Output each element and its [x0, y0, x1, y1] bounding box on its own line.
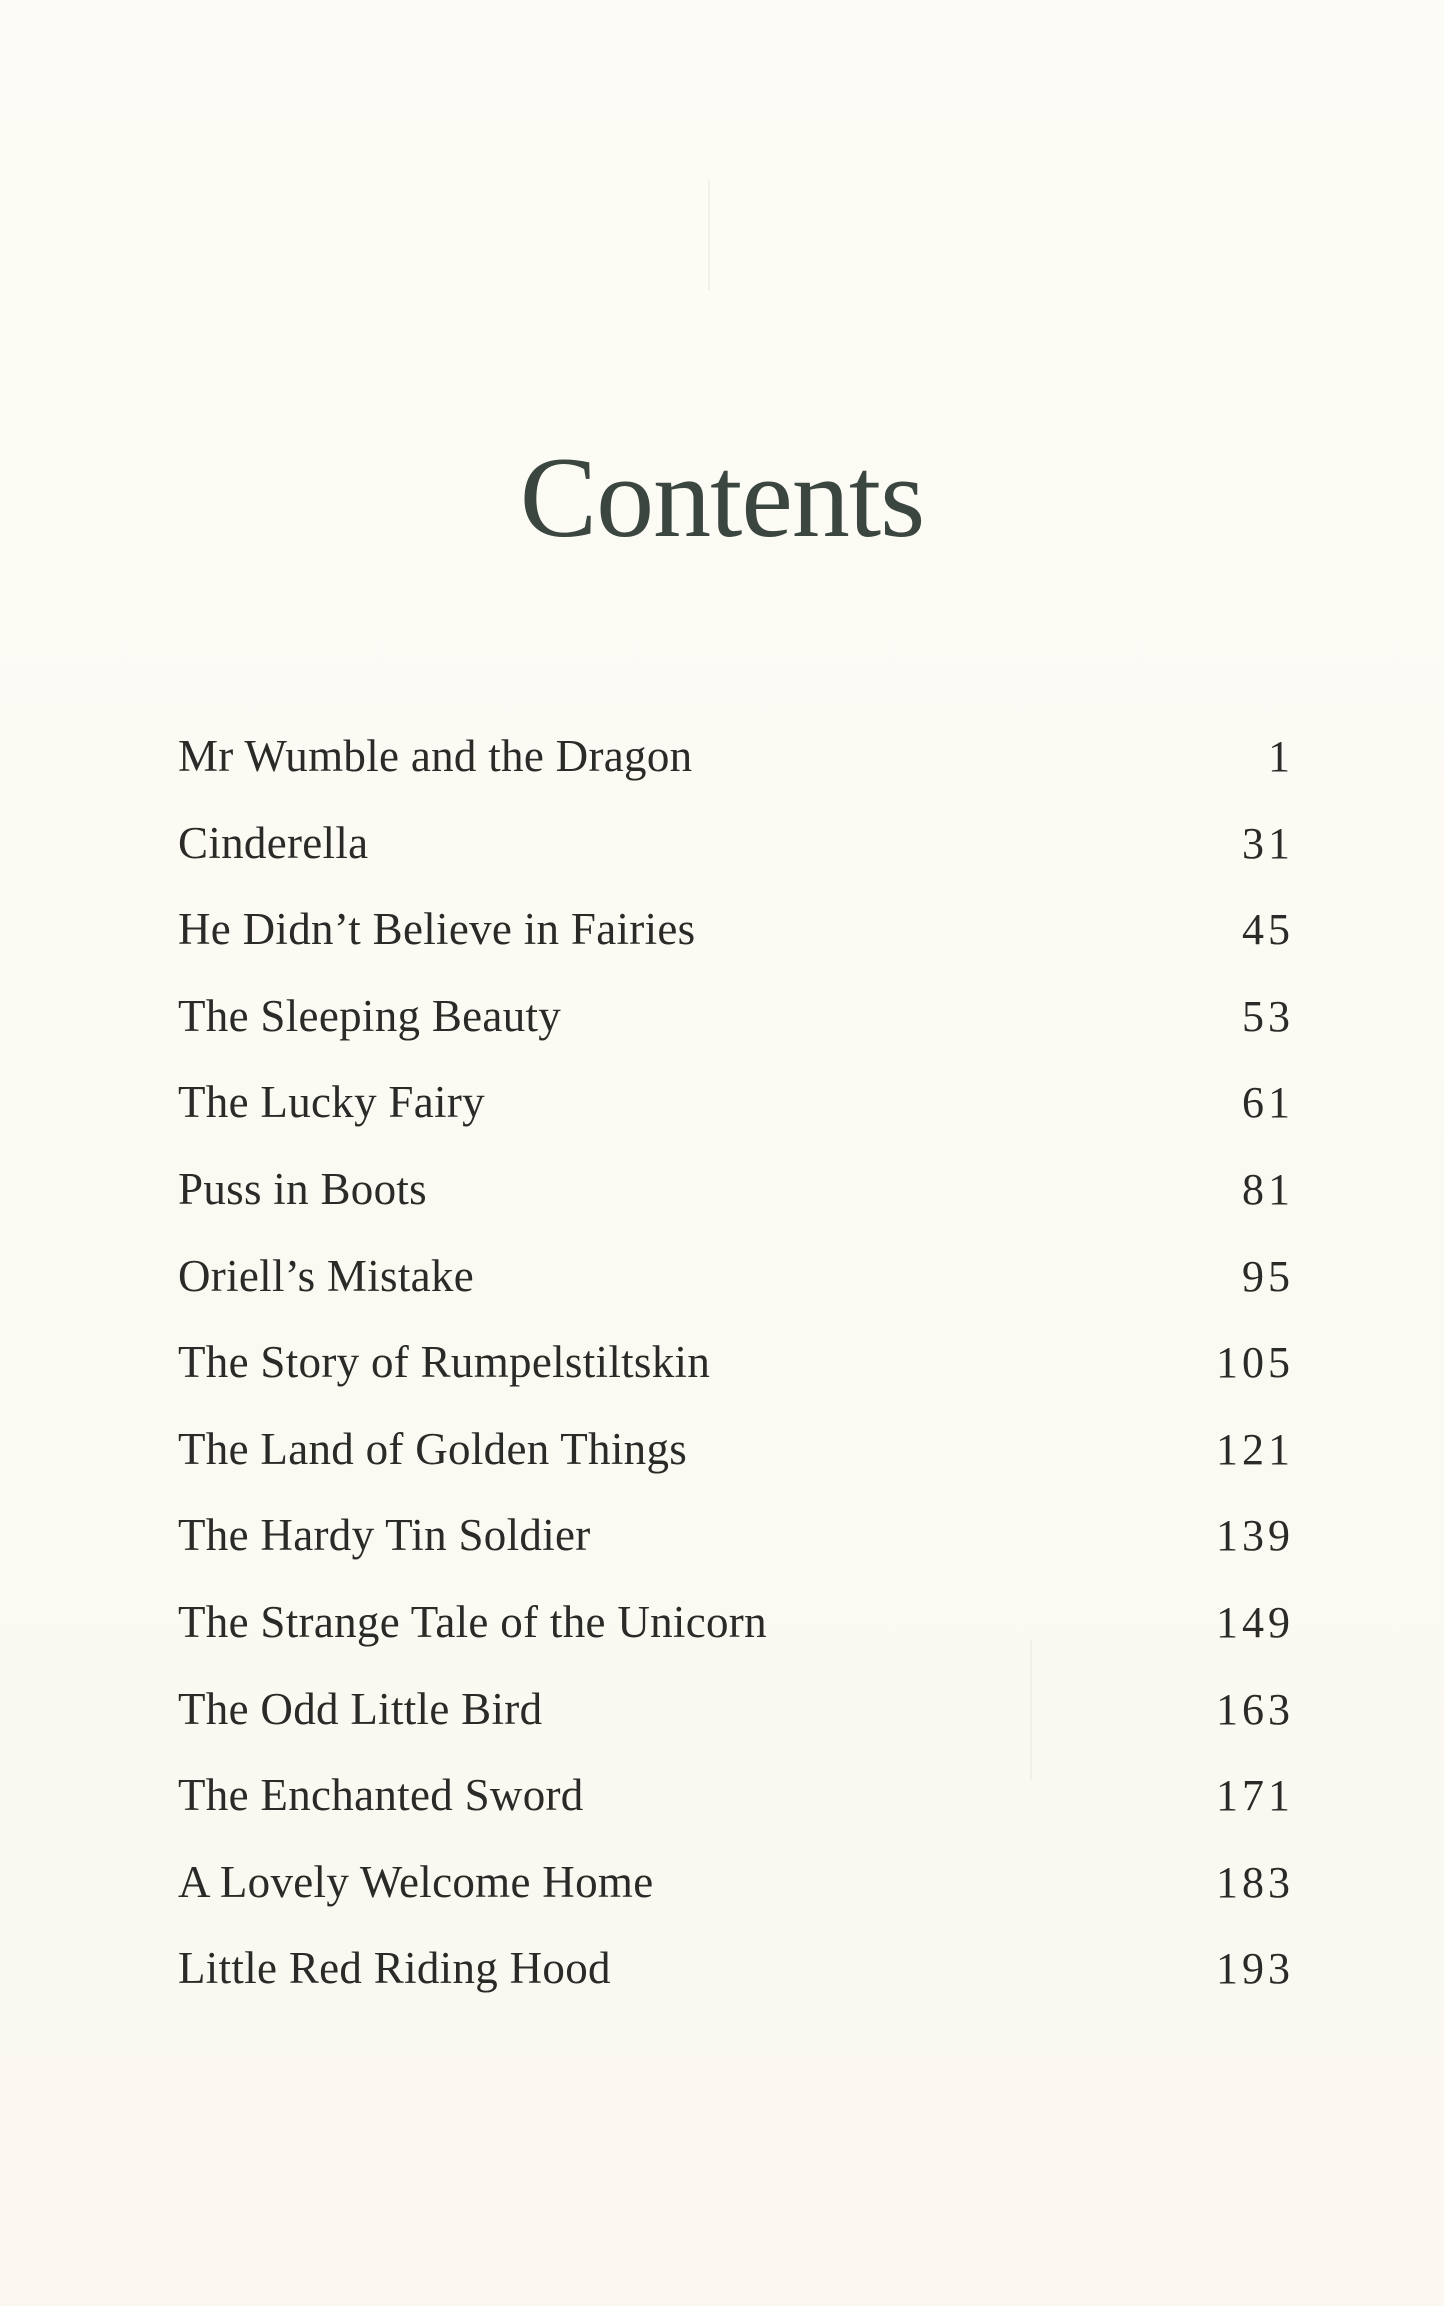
page-title: Contents — [519, 434, 925, 562]
toc-entry — [178, 1769, 1294, 1856]
toc-entry — [178, 903, 1294, 990]
toc-entry — [178, 1076, 1294, 1163]
toc-entry-title: A Lovely Welcome Home — [178, 1856, 654, 1907]
toc-entry-page: 193 — [1216, 1944, 1294, 1994]
toc-entry-page: 45 — [1242, 905, 1294, 955]
toc-entry — [178, 1683, 1294, 1770]
toc-entry — [178, 1509, 1294, 1596]
toc-entry-page: 183 — [1216, 1857, 1294, 1907]
toc-entry-title: The Hardy Tin Soldier — [178, 1510, 591, 1561]
toc-entry-page: 95 — [1242, 1251, 1294, 1301]
toc-entry-page: 121 — [1216, 1424, 1294, 1474]
toc-entry — [178, 1942, 1294, 2029]
toc-entry-title: The Odd Little Bird — [178, 1683, 543, 1734]
toc-entry-title: The Lucky Fairy — [178, 1077, 485, 1128]
toc-entry-title: Mr Wumble and the Dragon — [178, 731, 693, 781]
toc-entry-title: The Strange Tale of the Unicorn — [178, 1596, 767, 1647]
toc-entry-title: The Story of Rumpelstiltskin — [178, 1337, 711, 1388]
toc-entry-page: 31 — [1242, 818, 1294, 868]
toc-entry-title: The Sleeping Beauty — [178, 990, 562, 1041]
toc-entry-page: 81 — [1242, 1164, 1294, 1214]
toc-entry-page: 105 — [1216, 1338, 1294, 1388]
toc-entry — [178, 1336, 1294, 1423]
toc-entry-title: Oriell’s Mistake — [178, 1250, 475, 1301]
toc-entry — [178, 1250, 1294, 1337]
toc-entry-title: The Enchanted Sword — [178, 1770, 584, 1821]
toc-entry-page: 53 — [1242, 991, 1294, 1041]
table-of-contents — [178, 730, 1294, 2029]
paper-crease — [708, 180, 710, 290]
toc-entry-title: Little Red Riding Hood — [178, 1943, 611, 1994]
toc-entry — [178, 1163, 1294, 1250]
toc-entry-title: He Didn’t Believe in Fairies — [178, 904, 696, 955]
toc-entry-page: 61 — [1242, 1078, 1294, 1128]
toc-entry — [178, 1596, 1294, 1683]
toc-entry-title: Cinderella — [178, 817, 369, 868]
toc-entry-page: 1 — [1268, 732, 1294, 781]
toc-entry-title: The Land of Golden Things — [178, 1423, 688, 1474]
toc-entry-page: 163 — [1216, 1684, 1294, 1734]
toc-entry-title: Puss in Boots — [178, 1163, 427, 1214]
toc-entry — [178, 990, 1294, 1077]
toc-entry-page: 139 — [1216, 1511, 1294, 1561]
toc-entry — [178, 817, 1294, 904]
toc-entry-page: 149 — [1216, 1597, 1294, 1647]
toc-entry — [178, 1423, 1294, 1510]
toc-entry — [178, 730, 1294, 817]
toc-entry-page: 171 — [1216, 1771, 1294, 1821]
toc-entry — [178, 1856, 1294, 1943]
